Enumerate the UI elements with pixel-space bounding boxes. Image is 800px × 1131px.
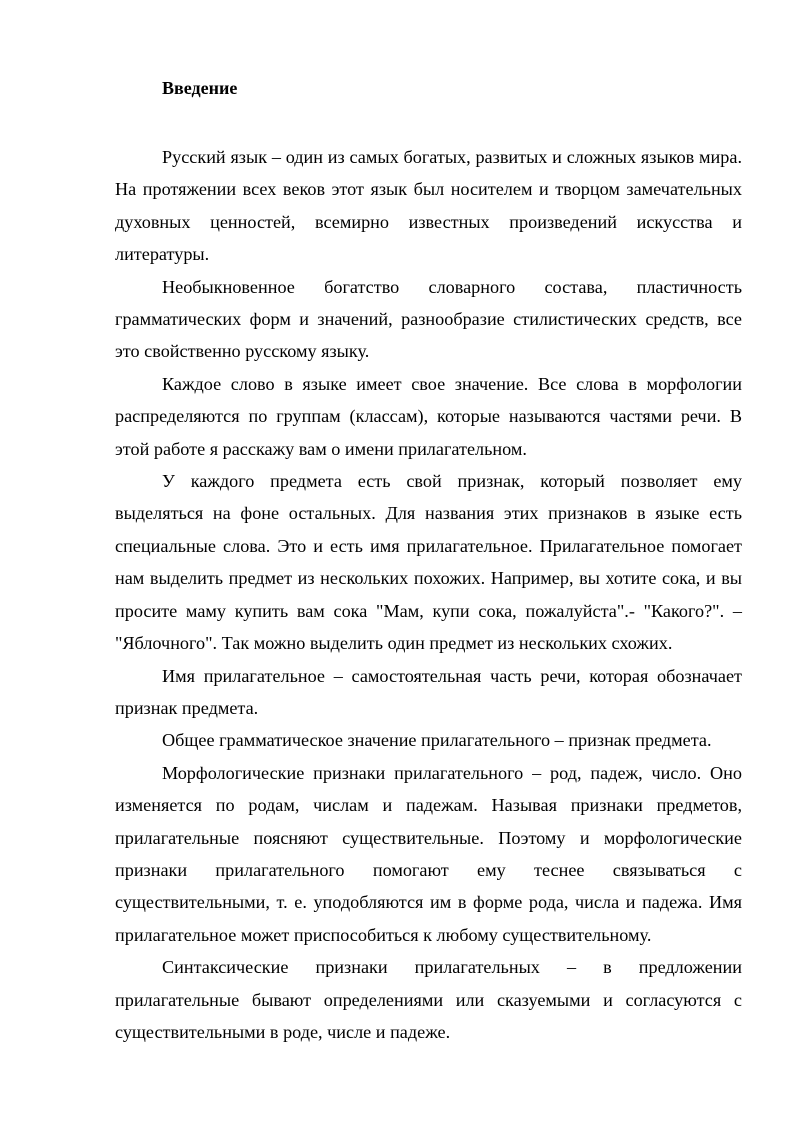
paragraph: Синтаксические признаки прилагательных – в предложении прилагательные бывают определениями или сказуемыми и согласуются с существительными в роде, числе и падеже. [115,957,742,1042]
paragraph: У каждого предмета есть свой признак, который позволяет ему выделяться на фоне остальных. Для названия этих признаков в языке есть специальные слова. Это и есть имя прилагательное. Прилагательное помогает нам выделить предмет из нескольких похожих. Например, вы хотите сока, и вы просите маму купить вам сока "Мам, купи сока, пожалуйста".- "Какого?". – "Яблочного". Так можно выделить один предмет из нескольких схожих. [115,471,742,654]
paragraph: Имя прилагательное – самостоятельная часть речи, которая обозначает признак предмета. [115,665,742,718]
paragraph: Необыкновенное богатство словарного состава, пластичность грамматических форм и значений, разнообразие стилистических средств, все это свойственно русскому языку. [115,276,742,362]
body-text [115,141,742,1048]
paragraph: Русский язык – один из самых богатых, развитых и сложных языков мира. На протяжении всех веков этот язык был носителем и творцом замечательных духовных ценностей, всемирно известных произведений искусства и литературы. [115,147,742,265]
section-heading: Введение [162,78,238,98]
paragraph: Морфологические признаки прилагательного – род, падеж, число. Оно изменяется по родам, числам и падежам. Называя признаки предметов, прилагательные поясняют существительные. Поэтому и морфологические признаки прилагательного помогают ему теснее связываться с существительными, т. е. уподобляются им в форме рода, числа и падежа. Имя прилагательное может приспособиться к любому существительному. [115,762,742,945]
paragraph: Каждое слово в языке имеет свое значение. Все слова в морфологии распределяются по группам (классам), которые называются частями речи. В этой работе я расскажу вам о имени прилагательном. [115,373,742,459]
paragraph: Общее грамматическое значение прилагательного – признак предмета. [162,730,712,751]
